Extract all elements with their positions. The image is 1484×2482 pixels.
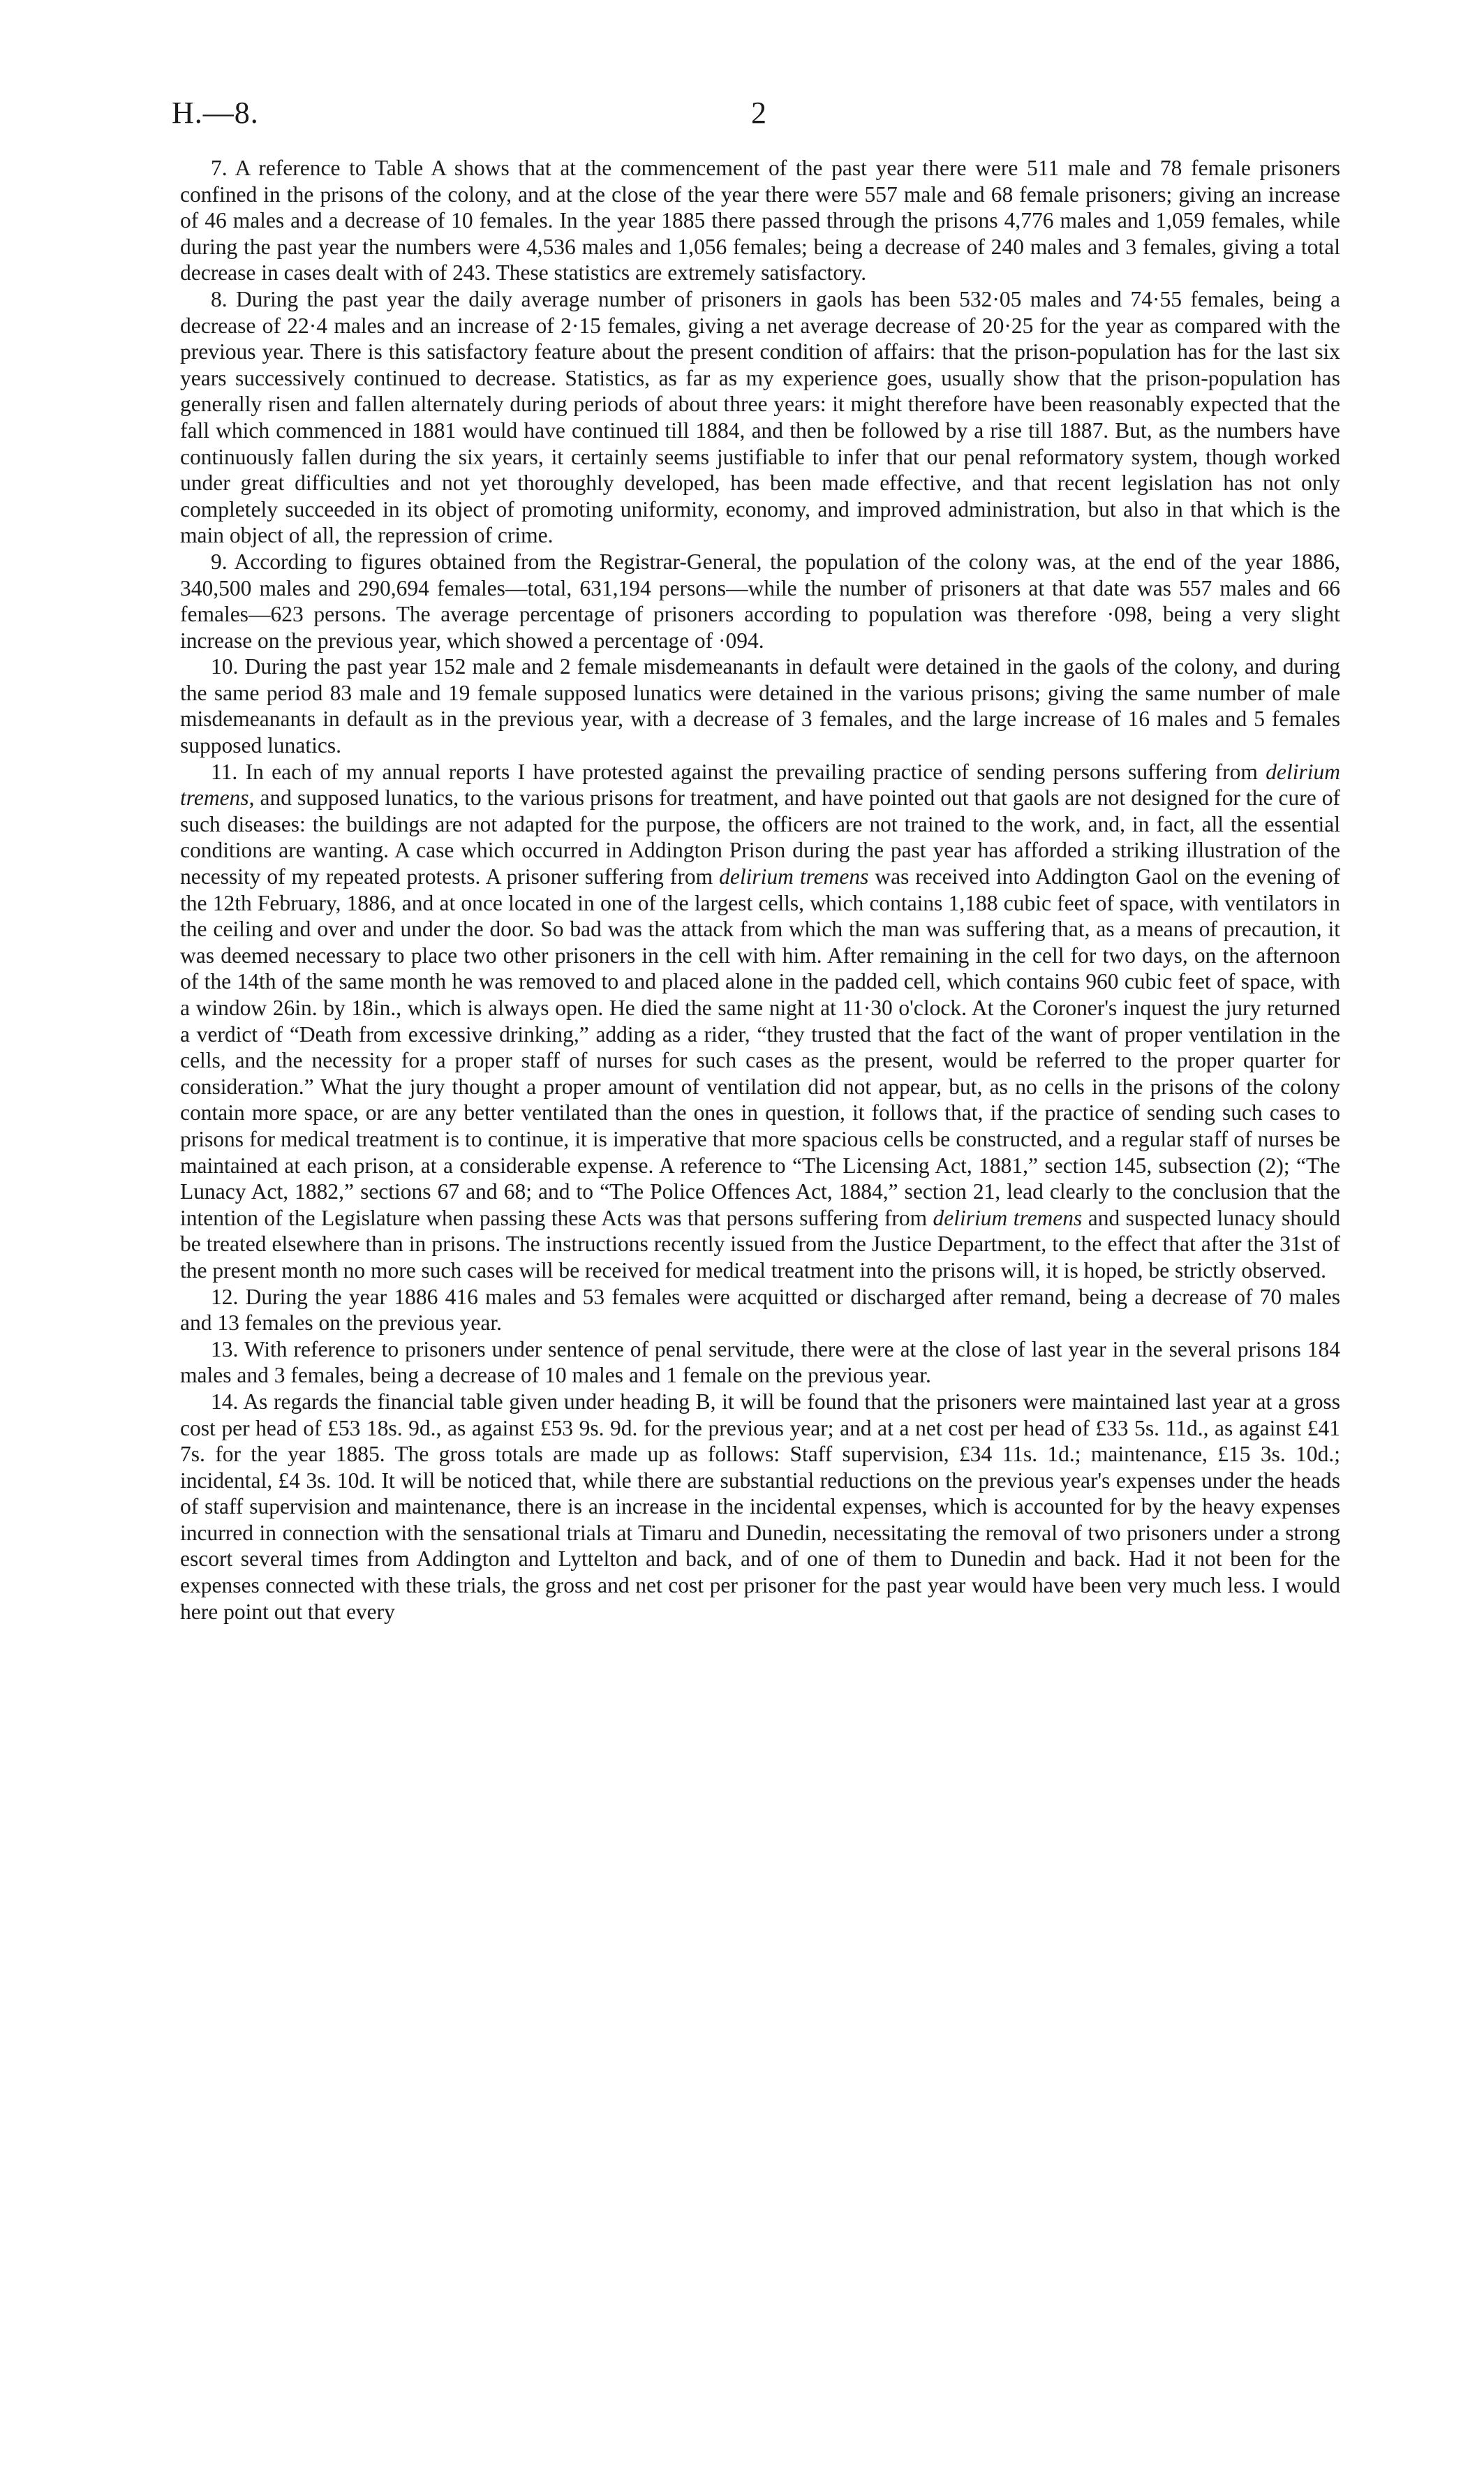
- paragraph: [180, 1389, 1340, 1625]
- italic-term: delirium tremens: [933, 1205, 1083, 1230]
- paragraph: [180, 653, 1340, 758]
- paragraph: [180, 155, 1340, 286]
- paragraph-number: 13.: [211, 1336, 239, 1361]
- body-text: [180, 155, 1340, 1625]
- italic-term: delirium tremens: [180, 759, 1340, 811]
- paragraph-text: With reference to prisoners under sentence of penal servitude, there were at the close of last year in the several prisons 184 males and 3 females, being a decrease of 10 males and 1 female on the previous year.: [180, 1336, 1340, 1388]
- paragraph-text: According to figures obtained from the Registrar-General, the population of the colony was, at the end of the year 1886, 340,500 males and 290,694 females—total, 631,194 persons—while the number of prisoners at that date was 557 males and 66 females—623 persons. The average percentage of prisoners according to population was therefore ·098, being a very slight increase on the previous year, which showed a percentage of ·094.: [180, 549, 1340, 653]
- page-header: [172, 89, 1340, 131]
- paragraph-number: 12.: [211, 1284, 239, 1309]
- paragraph-number: 8.: [211, 286, 228, 311]
- paragraph-number: 10.: [211, 654, 239, 679]
- paragraph-text: During the year 1886 416 males and 53 females were acquitted or discharged after remand, being a decrease of 70 males and 13 females on the previous year.: [180, 1284, 1341, 1336]
- paragraph-text: and suspected lunacy should be treated elsewhere than in prisons. The instructions recently issued from the Justice Department, to the effect that after the 31st of the present month no more such cases will be received for medical treatment into the prisons will, it is hoped, be strictly observed.: [180, 1205, 1341, 1283]
- paragraph-number: 9.: [211, 549, 228, 574]
- italic-term: delirium tremens: [719, 864, 869, 889]
- document-reference: H.—8.: [172, 96, 259, 130]
- paragraph-number: 14.: [211, 1389, 239, 1414]
- paragraph: [180, 759, 1340, 1284]
- paragraph-text: , and supposed lunatics, to the various prisons for treatment, and have pointed out that gaols are not designed for the cure of such diseases: the buildings are not adapted for the purpose, the officers are not trained to the work, and, in fact, all the essential conditions are wanting. A case which occurred in Addington Prison during the past year has afforded a striking illustration of the necessity of my repeated protests. A prisoner suffering from: [180, 785, 1340, 889]
- paragraph: [180, 1284, 1340, 1336]
- paragraph: [180, 549, 1340, 653]
- page-number: 2: [751, 96, 766, 130]
- paragraph-number: 7.: [211, 156, 228, 180]
- paragraph-text: was received into Addington Gaol on the evening of the 12th February, 1886, and at once located in one of the largest cells, which contains 1,188 cubic feet of space, with ventilators in the ceiling and over and under the door. So bad was the attack from which the man was suffering that, as a means of precaution, it was deemed necessary to place two other prisoners in the cell with him. After remaining in the cell for two days, on the afternoon of the 14th of the same month he was removed to and placed alone in the padded cell, which contains 960 cubic feet of space, with a window 26in. by 18in., which is always open. He died the same night at 11·30 o'clock. At the Coroner's inquest the jury returned a verdict of “Death from excessive drinking,” adding as a rider, “they trusted that the fact of the want of proper ventilation in the cells, and the necessity for a proper staff of nurses for such cases as the present, would be referred to the proper quarter for consideration.” What the jury thought a proper amount of ventilation did not appear, but, as no cells in the prisons of the colony contain more space, or are any better ventilated than the ones in question, it follows that, if the practice of sending such cases to prisons for medical treatment is to continue, it is imperative that more spacious cells be constructed, and a regular staff of nurses be maintained at each prison, at a considerable expense. A reference to “The Licensing Act, 1881,” section 145, subsection (2); “The Lunacy Act, 1882,” sections 67 and 68; and to “The Police Offences Act, 1884,” section 21, lead clearly to the conclusion that the intention of the Legislature when passing these Acts was that persons suffering from: [180, 864, 1341, 1230]
- paragraph-text: A reference to Table A shows that at the commencement of the past year there were 511 male and 78 female prisoners confined in the prisons of the colony, and at the close of the year there were 557 male and 68 female prisoners; giving an increase of 46 males and a decrease of 10 females. In the year 1885 there passed through the prisons 4,776 males and 1,059 females, while during the past year the numbers were 4,536 males and 1,056 females; being a decrease of 240 males and 3 females, giving a total decrease in cases dealt with of 243. These statistics are extremely satisfactory.: [180, 156, 1340, 286]
- paragraph-text: During the past year the daily average number of prisoners in gaols has been 532·05 males and 74·55 females, being a decrease of 22·4 males and an increase of 2·15 females, giving a net average decrease of 20·25 for the year as compared with the previous year. There is this satisfactory feature about the present condition of affairs: that the prison-population has for the last six years successively continued to decrease. Statistics, as far as my experience goes, usually show that the prison-population has generally risen and fallen alternately during periods of about three years: it might therefore have been reasonably expected that the fall which commenced in 1881 would have continued till 1884, and then be followed by a rise till 1887. But, as the numbers have continuously fallen during the six years, it certainly seems justifiable to infer that our penal reformatory system, though worked under great difficulties and not yet thoroughly developed, has been made effective, and that recent legislation has not only completely succeeded in its object of promoting uniformity, economy, and improved administration, but also in that which is the main object of all, the repression of crime.: [180, 286, 1341, 548]
- paragraph-text: As regards the financial table given under heading B, it will be found that the prisoners were maintained last year at a gross cost per head of £53 18s. 9d., as against £53 9s. 9d. for the previous year; and at a net cost per head of £33 5s. 11d., as against £41 7s. for the year 1885. The gross totals are made up as follows: Staff supervision, £34 11s. 1d.; maintenance, £15 3s. 10d.; incidental, £4 3s. 10d. It will be noticed that, while there are substantial reductions on the previous year's expenses under the heads of staff supervision and maintenance, there is an increase in the incidental expenses, which is accounted for by the heavy expenses incurred in connection with the sensational trials at Timaru and Dunedin, necessitating the removal of two prisoners under a strong escort several times from Addington and Lyttelton and back, and of one of them to Dunedin and back. Had it not been for the expenses connected with these trials, the gross and net cost per prisoner for the past year would have been very much less. I would here point out that every: [180, 1389, 1341, 1624]
- paragraph: [180, 286, 1340, 549]
- paragraph-number: 11.: [211, 759, 238, 784]
- document-page: [172, 89, 1341, 1625]
- paragraph: [180, 1336, 1340, 1389]
- paragraph-text: During the past year 152 male and 2 female misdemeanants in default were detained in the gaols of the colony, and during the same period 83 male and 19 female supposed lunatics were detained in the various prisons; giving the same number of male misdemeanants in default as in the previous year, with a decrease of 3 females, and the large increase of 16 males and 5 females supposed lunatics.: [180, 654, 1340, 758]
- paragraph-text: In each of my annual reports I have protested against the prevailing practice of sending persons suffering from: [245, 759, 1266, 784]
